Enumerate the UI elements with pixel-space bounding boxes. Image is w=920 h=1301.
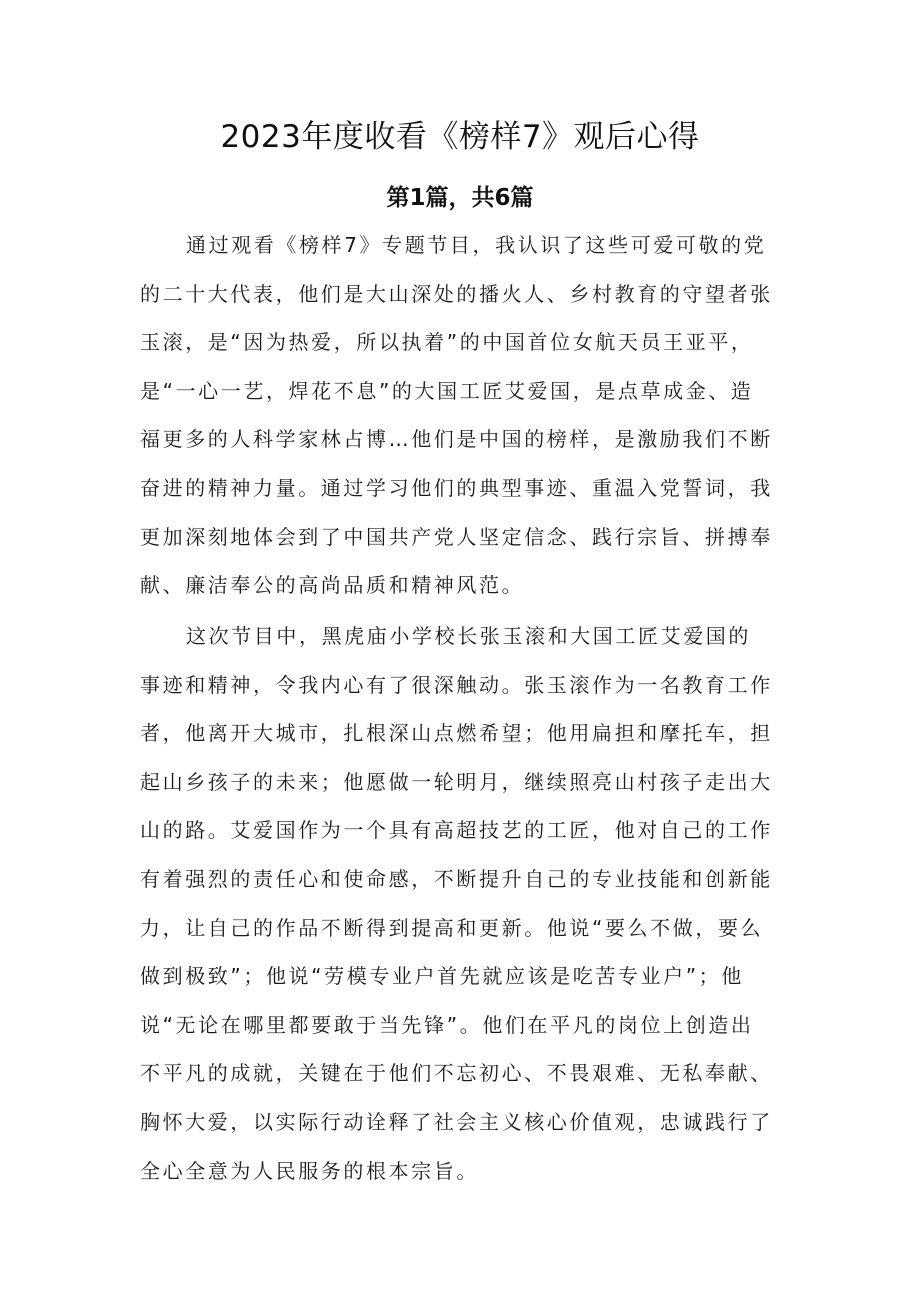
- paragraph-line: 奋进的精神力量。通过学习他们的典型事迹、重温入党誓词，我: [140, 475, 773, 500]
- body-paragraph-1: [140, 221, 790, 610]
- paragraph-line: 山的路。艾爱国作为一个具有高超技艺的工匠，他对自己的工作: [140, 818, 773, 843]
- paragraph-line: 通过观看《榜样7》专题节目，我认识了这些可爱可敬的党: [186, 233, 767, 257]
- body-paragraph-2: [140, 612, 790, 1195]
- paragraph-line: 说“无论在哪里都要敢于当先锋”。他们在平凡的岗位上创造出: [140, 1012, 754, 1037]
- document-subtitle: 第1篇，共6篇: [386, 185, 534, 211]
- paragraph-line: 有着强烈的责任心和使命感，不断提升自己的专业技能和创新能: [140, 866, 773, 891]
- paragraph-line: 力，让自己的作品不断得到提高和更新。他说“要么不做，要么: [140, 915, 764, 940]
- document-title: 2023年度收看《榜样7》观后心得: [220, 119, 700, 155]
- paragraph-line: 不平凡的成就，关键在于他们不忘初心、不畏艰难、无私奉献、: [140, 1061, 773, 1086]
- paragraph-line: 福更多的人科学家林占博…他们是中国的榜样，是激励我们不断: [140, 427, 773, 452]
- paragraph-line: 献、廉洁奉公的高尚品质和精神风范。: [140, 573, 525, 598]
- paragraph-line: 全心全意为人民服务的根本宗旨。: [140, 1158, 479, 1183]
- paragraph-line: 做到极致”；他说“劳模专业户首先就应该是吃苦专业户”；他: [140, 964, 744, 989]
- paragraph-line: 胸怀大爱，以实际行动诠释了社会主义核心价值观，忠诚践行了: [140, 1109, 773, 1134]
- paragraph-line: 是“一心一艺，焊花不息”的大国工匠艾爱国，是点草成金、造: [140, 378, 754, 403]
- paragraph-line: 更加深刻地体会到了中国共产党人坚定信念、践行宗旨、拼搏奉: [140, 524, 773, 549]
- paragraph-line: 事迹和精神，令我内心有了很深触动。张玉滚作为一名教育工作: [140, 672, 773, 697]
- paragraph-line: 这次节目中，黑虎庙小学校长张玉滚和大国工匠艾爱国的: [186, 624, 751, 648]
- paragraph-line: 起山乡孩子的未来；他愿做一轮明月，继续照亮山村孩子走出大: [140, 769, 773, 794]
- paragraph-line: 玉滚，是“因为热爱，所以执着”的中国首位女航天员王亚平，: [140, 330, 754, 355]
- paragraph-line: 者，他离开大城市，扎根深山点燃希望；他用扁担和摩托车，担: [140, 721, 773, 746]
- paragraph-line: 的二十大代表，他们是大山深处的播火人、乡村教育的守望者张: [140, 281, 773, 306]
